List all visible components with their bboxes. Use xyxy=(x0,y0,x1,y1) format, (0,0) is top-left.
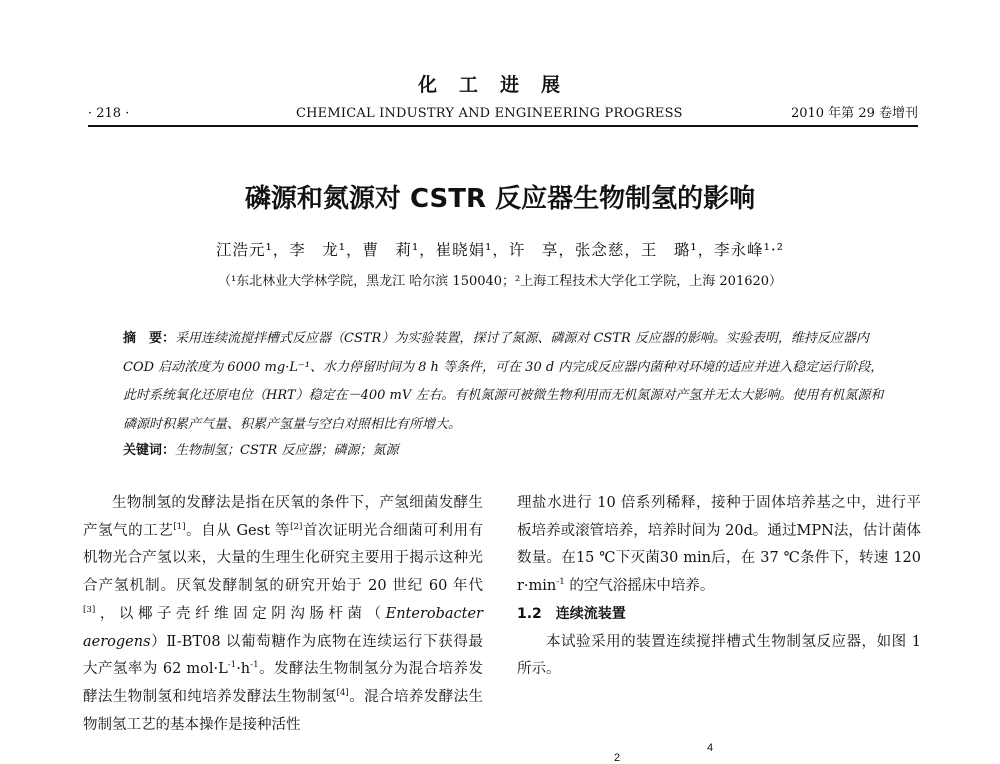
author-list: 江浩元¹，李 龙¹，曹 莉¹，崔晓娟¹，许 享，张念慈，王 璐¹，李永峰¹·² xyxy=(216,241,784,259)
body-right-column xyxy=(517,490,921,684)
journal-title-en: CHEMICAL INDUSTRY AND ENGINEERING PROGRESS xyxy=(296,106,683,121)
keywords xyxy=(123,437,888,465)
keywords-label: 关键词： xyxy=(123,443,176,458)
method-paragraph: 理盐水进行 10 倍系列稀释，接种于固体培养基之中，进行平板培养或滚管培养，培养时间为 20d。通过MPN法，估计菌体数量。在15 ℃下灭菌30 min后，在 37 ℃条件下，转速 120 $r\cdot\min^{-1}$ 的空气浴摇床中培养。 xyxy=(517,495,921,595)
section-heading-1-2: 1.2 连续流装置 xyxy=(517,605,626,622)
issue-info: 2010 年第 29 卷增刊 xyxy=(790,106,918,121)
abstract xyxy=(123,325,888,439)
species-name: Enterobacter aerogens xyxy=(83,605,483,650)
keywords-text: 生物制氢；CSTR 反应器；磷源；氮源 xyxy=(175,443,399,458)
running-header xyxy=(88,103,918,127)
page-number: · 218 · xyxy=(88,106,130,121)
apparatus-paragraph: 本试验采用的装置连续搅拌槽式生物制氢反应器，如图 1 所示。 xyxy=(517,633,921,678)
affiliations: （¹东北林业大学林学院，黑龙江 哈尔滨 150040；²上海工程技术大学化工学院，上海 201620） xyxy=(217,274,783,289)
journal-title-cn: 化工进展 xyxy=(417,74,582,96)
body-left-column xyxy=(83,490,483,739)
abstract-text: 采用连续流搅拌槽式反应器（CSTR）为实验装置，探讨了氮源、磷源对 CSTR 反应器的影响。实验表明，维持反应器内 COD 启动浓度为 6000 mg·L⁻¹、水力停留时间为 8 h 等条件，可在 30 d 内完成反应器内菌种对环境的适应并进入稳定运行阶段，此时系统氧化还原电位（HRT）稳定在－400 mV 左右。有机氮源可被微生物利用而无机氮源对产氢并无太大影响。使用有机氮源和磷源时积累产气量、积累产氢量与空白对照相比有所增大。 xyxy=(123,331,884,432)
abstract-label: 摘 要： xyxy=(123,331,176,346)
citation-2: [2] xyxy=(290,521,303,532)
paper-title: 磷源和氮源对 CSTR 反应器生物制氢的影响 xyxy=(244,184,756,214)
citation-3: [3] xyxy=(83,604,96,615)
figure-label-4: 4 xyxy=(707,742,714,754)
intro-paragraph: 生物制氢的发酵法是指在厌氧的条件下，产氢细菌发酵生产氢气的工艺[1]。自从 Gest 等[2]首次证明光合细菌可利用有机物光合产氢以来，大量的生理生化研究主要用于揭示这种光合产氢机制。厌氧发酵制氢的研究开始于 20 世纪 60 年代[3]，以椰子壳纤维固定阴沟肠杆菌（Enterobacter aerogens）Ⅱ-BT08 以葡萄糖作为底物在连续运行下获得最大产氢率为 62 $mol\cdot L^{-1}\cdot h^{-1}$。发酵法生物制氢分为混合培养发酵法生物制氢和纯培养发酵法生物制氢[4]。混合培养发酵法生物制氢工艺的基本操作是接种活性 xyxy=(83,495,484,733)
citation-1: [1] xyxy=(173,521,186,532)
citation-4: [4] xyxy=(336,688,349,699)
figure-label-2: 2 xyxy=(614,752,621,764)
